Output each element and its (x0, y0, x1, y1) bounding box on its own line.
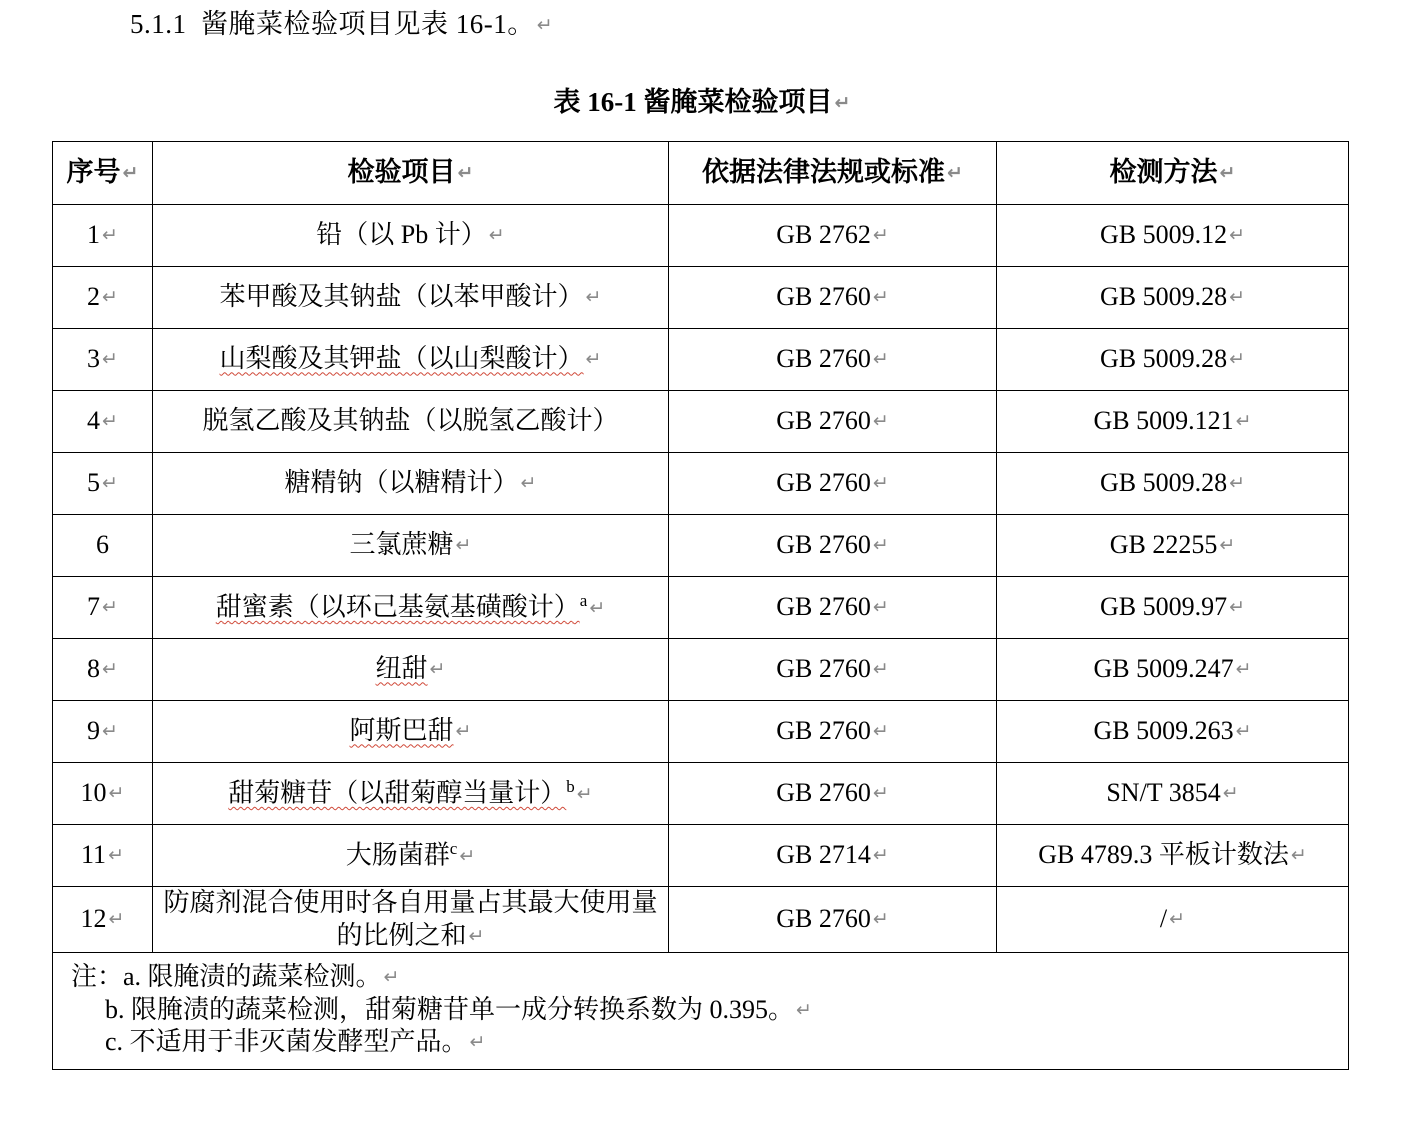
cell-law (669, 701, 997, 763)
pilcrow-mark: ↵ (429, 658, 446, 681)
pilcrow-mark: ↵ (102, 720, 118, 743)
pilcrow-mark: ↵ (457, 162, 474, 185)
pilcrow-mark: ↵ (1229, 286, 1246, 309)
cell-item (153, 329, 669, 391)
pilcrow-mark: ↵ (585, 348, 602, 371)
row-index: 4 (87, 406, 101, 436)
table-notes (53, 953, 1349, 1070)
cell-item (153, 763, 669, 825)
item-label: 铅（以 Pb 计） (316, 220, 487, 250)
row-index: 1 (87, 220, 101, 250)
cell-index (53, 267, 153, 329)
method-label: SN/T 3854 (1106, 778, 1221, 808)
header-label: 依据法律法规或标准 (702, 157, 946, 188)
pilcrow-mark: ↵ (122, 162, 139, 185)
inspection-items-table (52, 141, 1349, 1070)
pilcrow-mark: ↵ (585, 286, 602, 309)
pilcrow-mark: ↵ (589, 597, 606, 620)
method-label: GB 4789.3 平板计数法 (1038, 840, 1289, 870)
pilcrow-mark: ↵ (576, 783, 593, 806)
law-label: GB 2760 (776, 406, 871, 436)
pilcrow-mark: ↵ (102, 472, 118, 495)
pilcrow-mark: ↵ (1235, 720, 1252, 743)
cell-item (153, 701, 669, 763)
header-cell-item (153, 142, 669, 205)
pilcrow-mark: ↵ (1219, 534, 1236, 557)
method-label: GB 5009.263 (1093, 716, 1234, 746)
table-row (53, 205, 1349, 267)
pilcrow-mark: ↵ (383, 966, 400, 988)
cell-index (53, 763, 153, 825)
table-row (53, 391, 1349, 453)
cell-item (153, 453, 669, 515)
note-text: b. 限腌渍的蔬菜检测，甜菊糖苷单一成分转换系数为 0.395。 (105, 994, 795, 1024)
cell-index (53, 391, 153, 453)
table-row (53, 825, 1349, 887)
table-caption-text: 表 16-1 酱腌菜检验项目 (553, 87, 833, 117)
cell-index (53, 825, 153, 887)
pilcrow-mark: ↵ (108, 844, 124, 867)
pilcrow-mark: ↵ (469, 1031, 486, 1053)
cell-item (153, 825, 669, 887)
item-label: 三氯蔗糖 (349, 530, 454, 560)
item-label: 大肠菌群 (345, 841, 450, 871)
note-line-c (71, 1026, 1338, 1059)
cell-index (53, 205, 153, 267)
item-footnote-marker: c (449, 839, 458, 859)
row-index: 6 (96, 530, 109, 560)
method-label: GB 5009.97 (1099, 592, 1228, 622)
table-row (53, 329, 1349, 391)
law-label: GB 2760 (776, 904, 871, 934)
item-label: 脱氢乙酸及其钠盐（以脱氢乙酸计） (202, 406, 619, 436)
note-line-b (71, 994, 1338, 1027)
item-label: 甜菊糖苷（以甜菊醇当量计） (228, 779, 567, 809)
pilcrow-mark: ↵ (872, 658, 889, 681)
header-cell-index (53, 142, 153, 205)
pilcrow-mark: ↵ (102, 410, 118, 433)
row-index: 8 (87, 654, 101, 684)
cell-method (997, 639, 1349, 701)
method-label: GB 22255 (1109, 530, 1218, 560)
pilcrow-mark: ↵ (796, 998, 812, 1021)
method-label: GB 5009.28 (1099, 468, 1228, 498)
item-label: 阿斯巴甜 (349, 716, 454, 746)
cell-index (53, 453, 153, 515)
pilcrow-mark: ↵ (872, 224, 889, 247)
cell-method (997, 577, 1349, 639)
law-label: GB 2760 (776, 654, 871, 684)
cell-method (997, 329, 1349, 391)
pilcrow-mark: ↵ (1229, 472, 1246, 495)
pilcrow-mark: ↵ (1235, 410, 1252, 433)
pilcrow-mark: ↵ (102, 596, 118, 619)
pilcrow-mark: ↵ (1169, 908, 1186, 931)
pilcrow-mark: ↵ (102, 348, 118, 371)
cell-method (997, 267, 1349, 329)
cell-index (53, 577, 153, 639)
item-label: 苯甲酸及其钠盐（以苯甲酸计） (219, 282, 584, 312)
table-row (53, 639, 1349, 701)
pilcrow-mark: ↵ (834, 92, 851, 114)
cell-item (153, 577, 669, 639)
header-label: 检验项目 (347, 157, 456, 188)
cell-method (997, 515, 1349, 577)
pilcrow-mark: ↵ (872, 908, 889, 931)
cell-item (153, 515, 669, 577)
pilcrow-mark: ↵ (872, 410, 889, 433)
pilcrow-mark: ↵ (1222, 782, 1239, 805)
pilcrow-mark: ↵ (488, 224, 505, 247)
method-label: GB 5009.247 (1093, 654, 1234, 684)
cell-law (669, 205, 997, 267)
cell-item (153, 391, 669, 453)
pilcrow-mark: ↵ (102, 224, 118, 247)
cell-law (669, 639, 997, 701)
item-label: 纽甜 (375, 654, 428, 684)
pilcrow-mark: ↵ (520, 472, 537, 495)
method-label: GB 5009.28 (1099, 344, 1228, 374)
cell-law (669, 515, 997, 577)
pilcrow-mark: ↵ (872, 472, 889, 495)
table-header (53, 142, 1349, 205)
cell-index (53, 701, 153, 763)
law-label: GB 2762 (776, 220, 871, 250)
table-notes-row (53, 953, 1349, 1070)
cell-item (153, 205, 669, 267)
cell-law (669, 825, 997, 887)
cell-index (53, 329, 153, 391)
pilcrow-mark: ↵ (872, 534, 889, 557)
table-header-row (53, 142, 1349, 205)
clause-number: 5.1.1 (130, 9, 187, 39)
pilcrow-mark: ↵ (455, 720, 472, 743)
method-label: / (1159, 904, 1168, 934)
table-row (53, 453, 1349, 515)
header-label: 检测方法 (1109, 157, 1218, 188)
law-label: GB 2760 (776, 716, 871, 746)
row-index: 2 (87, 282, 101, 312)
cell-method (997, 701, 1349, 763)
cell-method (997, 453, 1349, 515)
cell-law (669, 267, 997, 329)
cell-item (153, 267, 669, 329)
cell-index (53, 887, 153, 953)
table-row (53, 887, 1349, 953)
row-index: 11 (81, 840, 107, 870)
row-index: 5 (87, 468, 101, 498)
cell-method (997, 887, 1349, 953)
item-footnote-marker: a (579, 591, 588, 611)
item-footnote-marker: b (566, 777, 575, 797)
table-body (53, 205, 1349, 1070)
cell-method (997, 391, 1349, 453)
cell-law (669, 329, 997, 391)
pilcrow-mark: ↵ (102, 658, 118, 681)
row-index: 10 (80, 778, 107, 808)
pilcrow-mark: ↵ (947, 162, 963, 185)
law-label: GB 2760 (776, 468, 871, 498)
table-caption (0, 80, 1404, 119)
table-row (53, 701, 1349, 763)
cell-law (669, 577, 997, 639)
cell-index (53, 515, 153, 577)
pilcrow-mark: ↵ (872, 782, 889, 805)
table-row (53, 515, 1349, 577)
cell-law (669, 763, 997, 825)
pilcrow-mark: ↵ (1229, 348, 1246, 371)
row-index: 7 (87, 592, 101, 622)
cell-item (153, 639, 669, 701)
law-label: GB 2760 (776, 778, 871, 808)
method-label: GB 5009.121 (1093, 406, 1234, 436)
item-label: 防腐剂混合使用时各自用量占其最大使用量的比例之和 (163, 888, 658, 950)
header-cell-method (997, 142, 1349, 205)
law-label: GB 2714 (776, 840, 871, 870)
pilcrow-mark: ↵ (872, 596, 889, 619)
cell-law (669, 453, 997, 515)
cell-method (997, 763, 1349, 825)
cell-item (153, 887, 669, 953)
row-index: 3 (87, 344, 101, 374)
pilcrow-mark: ↵ (872, 720, 889, 743)
item-label: 山梨酸及其钾盐（以山梨酸计） (219, 344, 584, 374)
clause-text: 酱腌菜检验项目见表 16-1。 (201, 9, 535, 39)
header-label: 序号 (66, 157, 121, 188)
law-label: GB 2760 (776, 282, 871, 312)
cell-index (53, 639, 153, 701)
pilcrow-mark: ↵ (1219, 162, 1236, 185)
pilcrow-mark: ↵ (455, 534, 472, 557)
header-cell-law (669, 142, 997, 205)
pilcrow-mark: ↵ (872, 286, 889, 309)
pilcrow-mark: ↵ (872, 844, 889, 867)
law-label: GB 2760 (776, 344, 871, 374)
note-text: c. 不适用于非灭菌发酵型产品。 (105, 1027, 468, 1056)
pilcrow-mark: ↵ (108, 908, 125, 931)
law-label: GB 2760 (776, 530, 871, 560)
note-line-a (71, 961, 1338, 994)
pilcrow-mark: ↵ (872, 348, 889, 371)
method-label: GB 5009.12 (1099, 220, 1228, 250)
cell-method (997, 825, 1349, 887)
pilcrow-mark: ↵ (1229, 596, 1246, 619)
pilcrow-mark: ↵ (108, 782, 125, 805)
pilcrow-mark: ↵ (102, 286, 118, 309)
pilcrow-mark: ↵ (1229, 224, 1246, 247)
cell-method (997, 205, 1349, 267)
pilcrow-mark: ↵ (536, 14, 554, 36)
table-row (53, 267, 1349, 329)
law-label: GB 2760 (776, 592, 871, 622)
clause-paragraph (130, 2, 553, 41)
item-label: 甜蜜素（以环己基氨基磺酸计） (215, 593, 580, 623)
method-label: GB 5009.28 (1099, 282, 1228, 312)
cell-law (669, 391, 997, 453)
item-label: 糖精钠（以糖精计） (284, 468, 519, 498)
cell-law (669, 887, 997, 953)
pilcrow-mark: ↵ (1235, 658, 1252, 681)
pilcrow-mark: ↵ (1290, 844, 1307, 867)
table-row (53, 577, 1349, 639)
pilcrow-mark: ↵ (468, 924, 485, 947)
row-index: 12 (80, 904, 107, 934)
note-text: 注：a. 限腌渍的蔬菜检测。 (71, 962, 382, 991)
pilcrow-mark: ↵ (459, 845, 476, 868)
table-row (53, 763, 1349, 825)
row-index: 9 (87, 716, 101, 746)
